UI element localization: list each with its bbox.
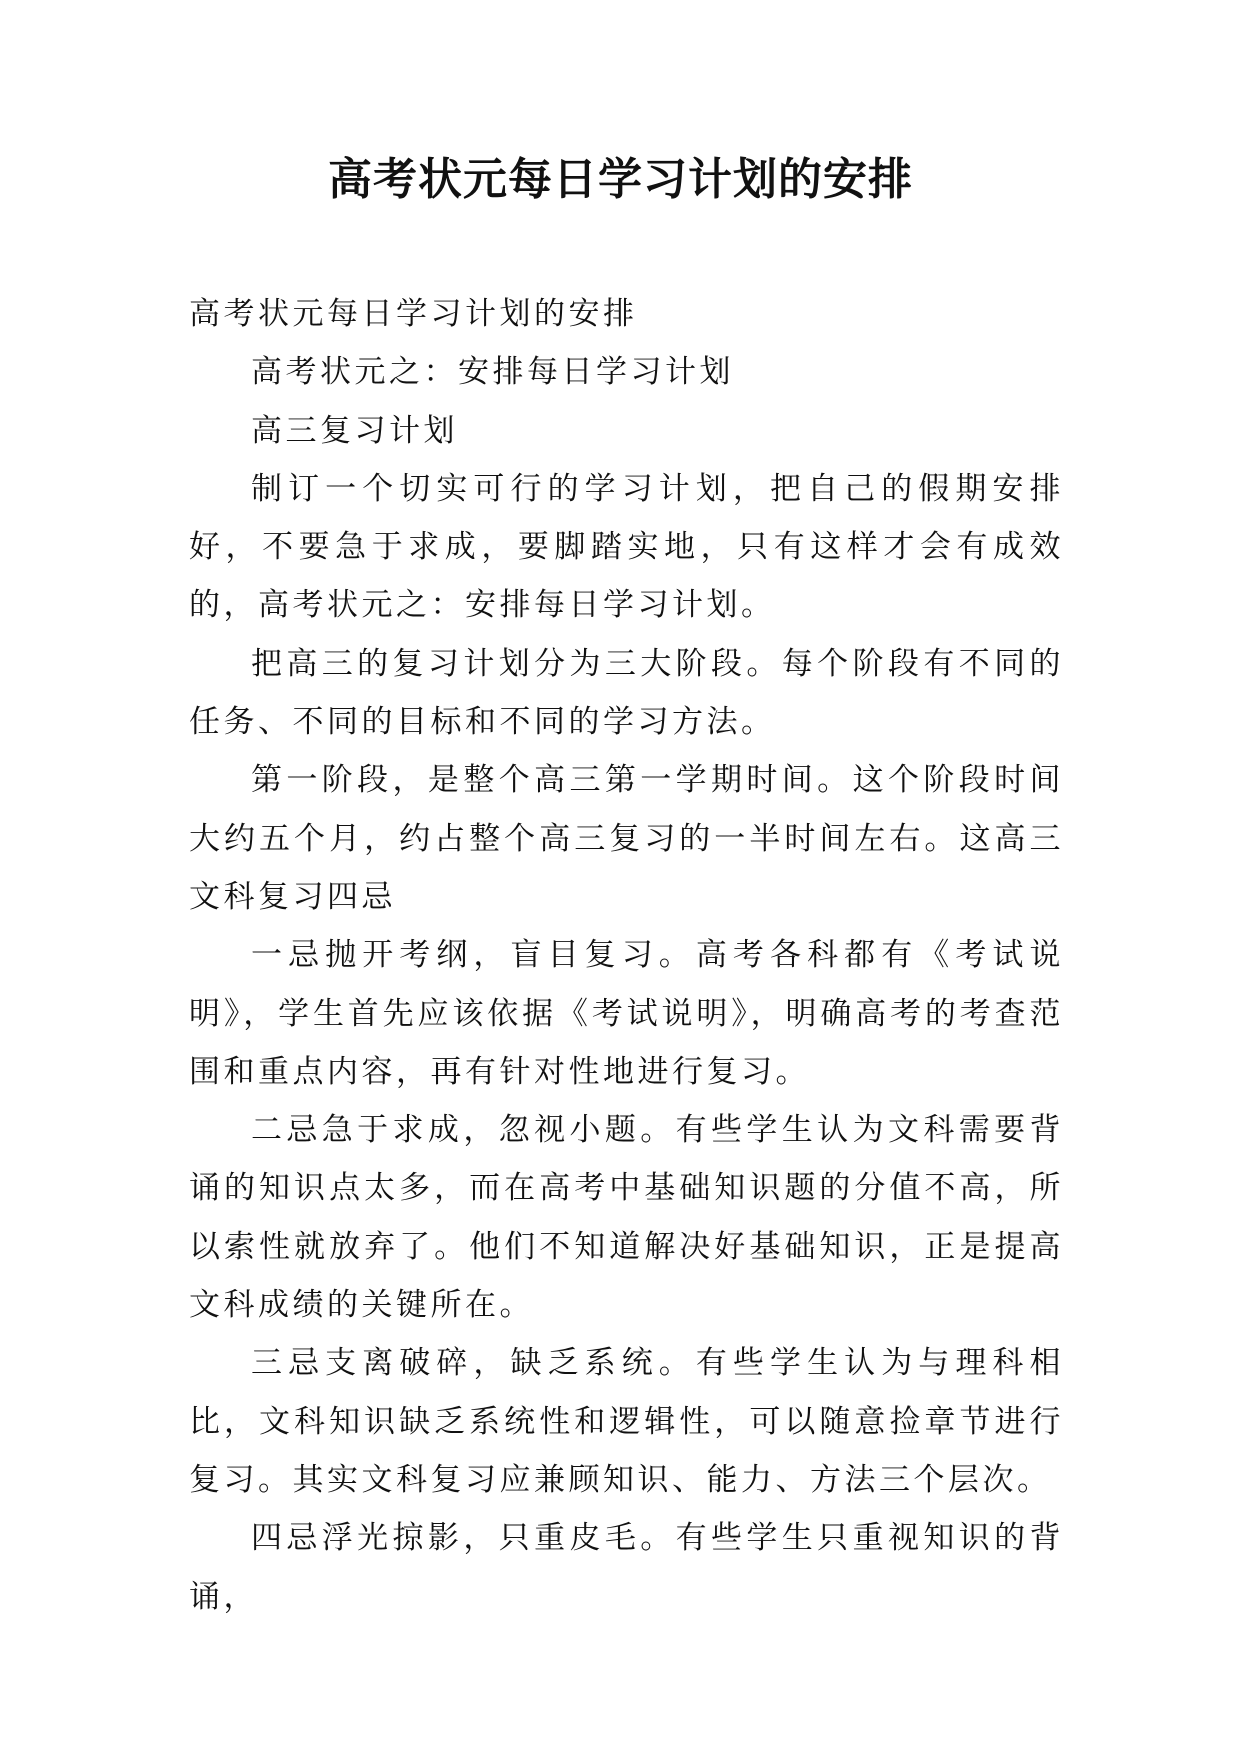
paragraph-taboo-three: 三忌支离破碎，缺乏系统。有些学生认为与理科相比，文科知识缺乏系统性和逻辑性，可以随意捡章节进行复习。其实文科复习应兼顾知识、能力、方法三个层次。 bbox=[189, 1345, 1064, 1498]
paragraph-subtitle: 高考状元每日学习计划的安排 bbox=[189, 296, 638, 332]
paragraph-taboo-one: 一忌抛开考纲，盲目复习。高考各科都有《考试说明》，学生首先应该依据《考试说明》，明确高考的考查范围和重点内容，再有针对性地进行复习。 bbox=[189, 937, 1064, 1090]
paragraph-first-stage: 第一阶段，是整个高三第一学期时间。这个阶段时间大约五个月，约占整个高三复习的一半时间左右。这高三文科复习四忌 bbox=[189, 762, 1064, 915]
paragraph-three-stages: 把高三的复习计划分为三大阶段。每个阶段有不同的任务、不同的目标和不同的学习方法。 bbox=[189, 645, 1064, 741]
document-title: 高考状元每日学习计划的安排 bbox=[328, 154, 913, 205]
paragraph-taboo-two: 二忌急于求成，忽视小题。有些学生认为文科需要背诵的知识点太多，而在高考中基础知识题的分值不高，所以索性就放弃了。他们不知道解决好基础知识，正是提高文科成绩的关键所在。 bbox=[189, 1112, 1064, 1324]
document-body bbox=[189, 285, 1064, 1626]
paragraph-section-heading: 高考状元之：安排每日学习计划 bbox=[251, 354, 734, 391]
paragraph-review-plan-heading: 高三复习计划 bbox=[251, 412, 458, 449]
paragraph-make-plan: 制订一个切实可行的学习计划，把自己的假期安排好，不要急于求成，要脚踏实地，只有这样才会有成效的，高考状元之：安排每日学习计划。 bbox=[189, 470, 1064, 624]
paragraph-taboo-four: 四忌浮光掠影，只重皮毛。有些学生只重视知识的背诵， bbox=[189, 1520, 1064, 1615]
